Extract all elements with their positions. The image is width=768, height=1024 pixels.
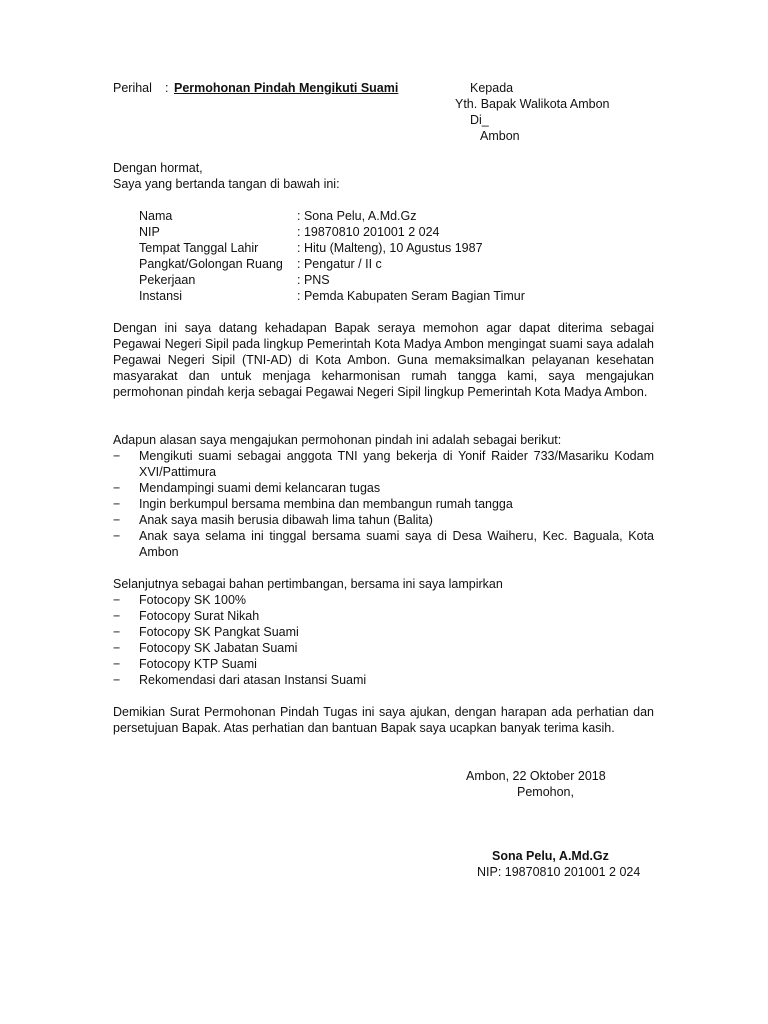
perihal-colon: : (165, 81, 169, 95)
body-paragraph: Dengan ini saya datang kehadapan Bapak seraya memohon agar dapat diterima sebagai Pegawai Negeri Sipil pada lingkup Pemerintah Kota Madya Ambon mengingat suami saya adalah Pegawai Negeri Sipil (TNI-AD) di Kota Ambon. Guna memaksimalkan pelayanan kesehatan masyarakat dan untuk menjaga keharmonisan rumah tangga kami, saya mengajukan permohonan pindah kerja sebagai Pegawai Negeri Sipil lingkup Pemerintah Kota Madya Ambon. (113, 321, 654, 399)
dash-bullet-icon: − (113, 593, 121, 607)
dash-bullet-icon: − (113, 609, 121, 623)
place-date: Ambon, 22 Oktober 2018 (466, 769, 606, 783)
addressee-city: Ambon (480, 129, 520, 143)
list-item-text: Mengikuti suami sebagai anggota TNI yang bekerja di Yonif Raider 733/Masariku Kodam XVI/Pattimura (139, 449, 654, 479)
dash-bullet-icon: − (113, 481, 121, 495)
identity-label: Instansi (139, 289, 183, 303)
closing-paragraph: Demikian Surat Permohonan Pindah Tugas ini saya ajukan, dengan harapan ada perhatian dan persetujuan Bapak. Atas perhatian dan bantuan Bapak saya ucapkan banyak terima kasih. (113, 705, 654, 735)
dash-bullet-icon: − (113, 673, 121, 687)
identity-value: : Hitu (Malteng), 10 Agustus 1987 (297, 241, 483, 255)
greeting: Dengan hormat, (113, 161, 203, 175)
list-item-text: Fotocopy SK 100% (139, 593, 247, 607)
addressee-di: Di_ (470, 113, 489, 127)
list-item-text: Fotocopy SK Jabatan Suami (139, 641, 298, 655)
dash-bullet-icon: − (113, 641, 121, 655)
identity-value: : 19870810 201001 2 024 (297, 225, 440, 239)
identity-value: : Pengatur / II c (297, 257, 382, 271)
identity-label: Tempat Tanggal Lahir (139, 241, 259, 255)
list-item-text: Ingin berkumpul bersama membina dan membangun rumah tangga (139, 497, 513, 511)
reasons-intro: Adapun alasan saya mengajukan permohonan pindah ini adalah sebagai berikut: (113, 433, 562, 447)
addressee-kepada: Kepada (470, 81, 514, 95)
dash-bullet-icon: − (113, 657, 121, 671)
list-item-text: Rekomendasi dari atasan Instansi Suami (139, 673, 367, 687)
list-item-text: Anak saya selama ini tinggal bersama suami saya di Desa Waiheru, Kec. Baguala, Kota Ambon (139, 529, 654, 559)
identity-label: NIP (139, 225, 160, 239)
perihal-label: Perihal (113, 81, 152, 95)
list-item-text: Anak saya masih berusia dibawah lima tahun (Balita) (139, 513, 433, 527)
attachments-intro: Selanjutnya sebagai bahan pertimbangan, bersama ini saya lampirkan (113, 577, 503, 591)
addressee-title: Yth. Bapak Walikota Ambon (455, 97, 610, 111)
list-item-text: Fotocopy KTP Suami (139, 657, 257, 671)
signer-nip: NIP: 19870810 201001 2 024 (477, 865, 641, 879)
list-item-text: Mendampingi suami demi kelancaran tugas (139, 481, 381, 495)
signer-name: Sona Pelu, A.Md.Gz (492, 849, 609, 863)
identity-label: Pekerjaan (139, 273, 196, 287)
list-item-text: Fotocopy SK Pangkat Suami (139, 625, 299, 639)
dash-bullet-icon: − (113, 625, 121, 639)
identity-label: Nama (139, 209, 173, 223)
identity-value: : Pemda Kabupaten Seram Bagian Timur (297, 289, 525, 303)
identity-value: : PNS (297, 273, 330, 287)
identity-value: : Sona Pelu, A.Md.Gz (297, 209, 417, 223)
dash-bullet-icon: − (113, 497, 121, 511)
dash-bullet-icon: − (113, 513, 121, 527)
intro-line: Saya yang bertanda tangan di bawah ini: (113, 177, 340, 191)
signer-role: Pemohon, (517, 785, 574, 799)
identity-label: Pangkat/Golongan Ruang (139, 257, 283, 271)
dash-bullet-icon: − (113, 449, 121, 463)
dash-bullet-icon: − (113, 529, 121, 543)
list-item-text: Fotocopy Surat Nikah (139, 609, 260, 623)
letter-subject: Permohonan Pindah Mengikuti Suami (174, 81, 399, 95)
